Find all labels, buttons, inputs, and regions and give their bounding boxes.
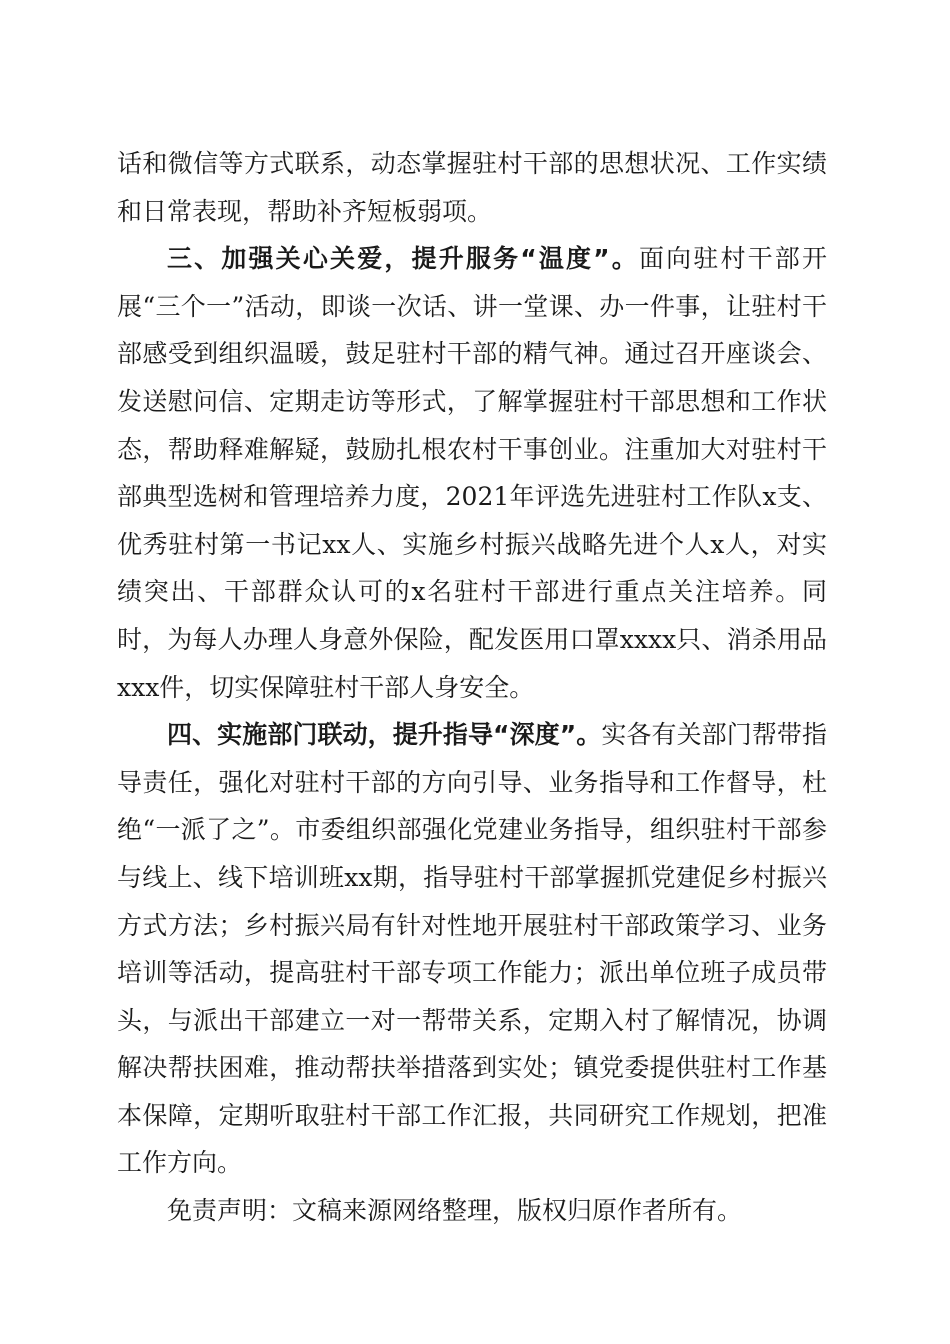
paragraph-text: 话和微信等方式联系，动态掌握驻村干部的思想状况、工作实绩和日常表现，帮助补齐短板弱项。 bbox=[117, 149, 827, 226]
paragraph-text: 实各有关部门帮带指导责任，强化对驻村干部的方向引导、业务指导和工作督导，杜绝“一派了之”。市委组织部强化党建业务指导，组织驻村干部参与线上、线下培训班xx期，指导驻村干部掌握抓党建促乡村振兴方式方法；乡村振兴局有针对性地开展驻村干部政策学习、业务培训等活动，提高驻村干部专项工作能力；派出单位班子成员带头，与派出干部建立一对一帮带关系，定期入村了解情况，协调解决帮扶困难，推动帮扶举措落到实处；镇党委提供驻村工作基本保障，定期听取驻村干部工作汇报，共同研究工作规划，把准工作方向。 bbox=[117, 720, 827, 1178]
paragraph-continuation bbox=[117, 140, 827, 235]
disclaimer bbox=[117, 1187, 827, 1235]
section-four-heading: 四、实施部门联动，提升指导“深度”。 bbox=[167, 720, 602, 750]
document-body bbox=[117, 140, 827, 1235]
paragraph-text: 面向驻村干部开展“三个一”活动，即谈一次话、讲一堂课、办一件事，让驻村干部感受到组织温暖，鼓足驻村干部的精气神。通过召开座谈会、发送慰问信、定期走访等形式，了解掌握驻村干部思想和工作状态，帮助释难解疑，鼓励扎根农村干事创业。注重加大对驻村干部典型选树和管理培养力度，2021年评选先进驻村工作队x支、优秀驻村第一书记xx人、实施乡村振兴战略先进个人x人，对实绩突出、干部群众认可的x名驻村干部进行重点关注培养。同时，为每人办理人身意外保险，配发医用口罩xxxx只、消杀用品xxx件，切实保障驻村干部人身安全。 bbox=[117, 244, 827, 702]
section-three-heading: 三、加强关心关爱，提升服务“温度”。 bbox=[167, 244, 639, 274]
paragraph-section-four bbox=[117, 711, 827, 1187]
paragraph-section-three bbox=[117, 235, 827, 711]
disclaimer-text: 免责声明：文稿来源网络整理，版权归原作者所有。 bbox=[167, 1196, 743, 1226]
